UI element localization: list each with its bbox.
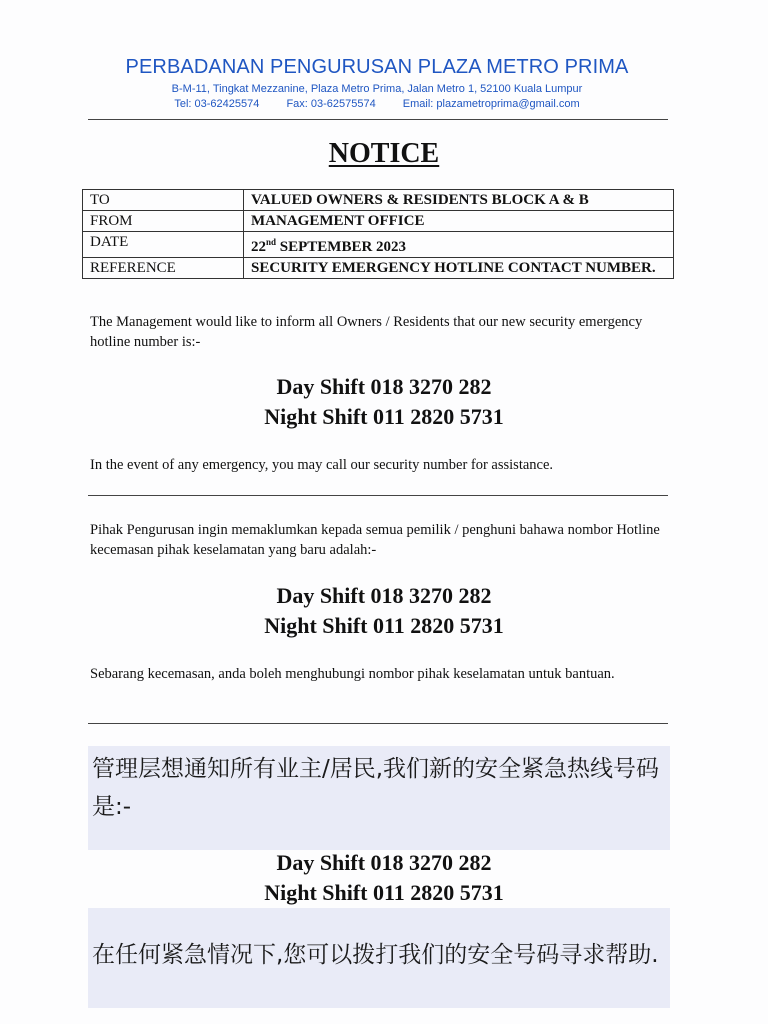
malay-closing: Sebarang kecemasan, anda boleh menghubungi nombor pihak keselamatan untuk bantuan.: [90, 666, 615, 682]
chinese-intro: 管理层想通知所有业主/居民,我们新的安全紧急热线号码是:-: [88, 746, 670, 850]
english-intro: The Management would like to inform all Owners / Residents that our new security emergency hotline number is:-: [90, 314, 643, 350]
date-suffix: nd: [266, 237, 277, 247]
date-value: [244, 232, 674, 258]
malay-intro: Pihak Pengurusan ingin memaklumkan kepada semua pemilik / penghuni bahawa nombor Hotline kecemasan pihak keselamatan yang baru adalah:-: [90, 522, 660, 558]
section-divider-2: [88, 723, 668, 724]
memo-row-to: [83, 190, 674, 211]
english-day-shift: Day Shift 018 3270 282: [276, 374, 492, 399]
letterhead: [86, 54, 668, 111]
date-rest: SEPTEMBER 2023: [276, 239, 407, 255]
section-divider-1: [88, 495, 668, 496]
memo-row-date: [83, 232, 674, 258]
memo-row-from: [83, 211, 674, 232]
reference-value: SECURITY EMERGENCY HOTLINE CONTACT NUMBER.: [244, 258, 674, 279]
to-label: TO: [83, 190, 244, 211]
notice-title: NOTICE: [328, 138, 440, 169]
english-closing: In the event of any emergency, you may call our security number for assistance.: [90, 457, 554, 473]
reference-label: REFERENCE: [83, 258, 244, 279]
chinese-phone-block: [0, 848, 768, 908]
date-label: DATE: [83, 232, 244, 258]
english-night-shift: Night Shift 011 2820 5731: [264, 404, 504, 429]
fax-number: Fax: 03-62575574: [286, 98, 376, 110]
from-label: FROM: [83, 211, 244, 232]
malay-day-shift: Day Shift 018 3270 282: [276, 583, 492, 608]
organization-address: B-M-11, Tingkat Mezzanine, Plaza Metro Prima, Jalan Metro 1, 52100 Kuala Lumpur: [171, 83, 583, 95]
to-value: VALUED OWNERS & RESIDENTS BLOCK A & B: [244, 190, 674, 211]
organization-name: PERBADANAN PENGURUSAN PLAZA METRO PRIMA: [125, 56, 629, 78]
date-day: 22: [251, 239, 266, 255]
english-phone-block: [0, 372, 768, 432]
from-value: MANAGEMENT OFFICE: [244, 211, 674, 232]
chinese-night-shift: Night Shift 011 2820 5731: [264, 880, 504, 905]
chinese-day-shift: Day Shift 018 3270 282: [276, 850, 492, 875]
memo-table: [82, 189, 674, 279]
chinese-closing: 在任何紧急情况下,您可以拨打我们的安全号码寻求帮助.: [88, 908, 670, 1008]
malay-night-shift: Night Shift 011 2820 5731: [264, 613, 504, 638]
memo-row-reference: [83, 258, 674, 279]
malay-phone-block: [0, 581, 768, 641]
email-address: Email: plazametroprima@gmail.com: [402, 98, 580, 110]
telephone-number: Tel: 03-62425574: [174, 98, 260, 110]
organization-contacts: [86, 97, 668, 111]
letterhead-divider: [88, 119, 668, 120]
